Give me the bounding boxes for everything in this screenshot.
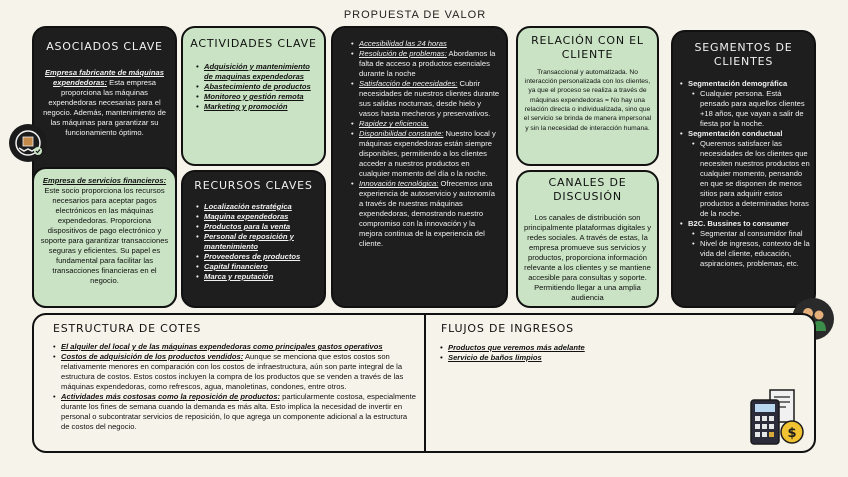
revenue-item: • Servicio de baños limpios [439,353,806,363]
value-item: • Resolución de problemas: Abordamos la falta de acceso a productos esenciales durante la noche [350,49,500,79]
calculator-coin-icon [748,388,806,448]
value-item: • Rapidez y eficiencia. [350,119,500,129]
value-proposition-list [350,39,500,249]
key-resources-card [181,170,326,308]
value-proposition-card [331,26,508,308]
value-item: • Satisfacción de necesidades: Cubrir necesidades de nuestros clientes durante sus salidas nocturnas, desde hielo y vasos hasta mecheros y preservativos. [350,79,500,119]
value-item: • Accesibilidad las 24 horas [350,39,500,49]
handshake-box-icon [9,124,47,162]
key-resources-list [195,202,318,282]
key-partners-text-2: Empresa de servicios financieros: Este socio proporciona los recursos necesarios para aceptar pagos electrónicos en las máquinas expendedoras. Proporciona dispositivos de pago electrónico y soporte para garantizar transacciones seguras y eficientes. Su papel es fundamental para facilitar las transacciones financieras en el negocio. [40,176,169,286]
cost-structure-title: ESTRUCTURA DE COTES [53,322,202,335]
bottom-panel [32,313,816,453]
segment-head: • B2C. Bussines to consumer [679,219,810,229]
key-activities-title: ACTIVIDADES CLAVE [190,37,317,50]
segment-sub: • Nivel de ingresos, contexto de la vida del cliente, educación, aspiraciones, problemas, etc. [691,239,810,269]
key-activity-item: • Monitoreo y gestión remota [195,92,316,102]
revenue-streams-title: FLUJOS DE INGRESOS [441,322,574,335]
key-resource-item: • Capital financiero [195,262,318,272]
key-activities-card [181,26,326,166]
key-resource-item: • Localización estratégica [195,202,318,212]
cost-structure-list [52,342,416,432]
key-resource-item: • Productos para la venta [195,222,318,232]
customer-relationship-title: RELACIÓN CON EL CLIENTE [531,34,644,61]
cost-structure-section [34,315,424,451]
customer-segments-list [679,79,810,269]
cost-item: • El alquiler del local y de las máquinas expendedoras como principales gastos operativos [52,342,416,352]
channels-card [516,170,659,308]
revenue-streams-list [439,343,806,363]
key-activity-item: • Adquisición y mantenimiento de maquinas expendedoras [195,62,316,82]
key-partners-text-1: Empresa fabricante de máquinas expendedoras: Esta empresa proporciona las máquinas expendedoras necesarias para el negocio. Además, mantenimiento de las máquinas para garantizar su funcionamiento óptimo. [43,67,166,137]
key-activity-item: • Marketing y promoción [195,102,316,112]
channels-text: Los canales de distribución son principalmente plataformas digitales y redes sociales. A través de estas, la empresa promueve sus servicios y productos, proporciona información relevante a los clientes y se mantiene accesible para consultas y soporte. Permitiendo llegar a una amplia audiencia [523,212,652,302]
segment-sub: • Queremos satisfacer las necesidades de los clientes que necesiten nuestros productos en cualquier momento, pensando en que se disponen de menos sitios para adquirir estos productos a determinadas horas de la noche. [691,139,810,219]
value-item: • Innovación tecnológica: Ofrecemos una experiencia de autoservicio y autonomía a través de nuestras máquinas expendedoras, demostrando nuestro compromiso con la innovación y la mejora continua de la experiencia del cliente. [350,179,500,249]
customer-segments-title: SEGMENTOS DE CLIENTES [694,41,793,68]
svg-text:$: $ [787,426,797,441]
key-resources-title: RECURSOS CLAVES [194,179,313,192]
customer-segments-card [671,30,816,308]
value-item: • Disponibilidad constante: Nuestro local y máquinas expendedoras están siempre disponibles, permitiendo a los clientes acceder a nuestros productos en cualquier momento del día o la noche. [350,129,500,179]
key-partners-title: ASOCIADOS CLAVE [46,40,163,53]
cost-item: • Actividades más costosas como la reposición de productos: particularmente costosa, especialmente durante los fines de semana cuando la demanda es más alta. Esto implica la necesidad de invertir en personal o subcontratar servicios de reposición, lo que agrega un componente adicional a la estructura de costos del negocio. [52,392,416,432]
segment-sub: • Cualquier persona. Está pensado para aquellos clientes +18 años, que vayan a salir de fiesta por la noche. [691,89,810,129]
key-activities-list [195,62,316,112]
segment-head: • Segmentación conductual [679,129,810,139]
key-partners-sub-card [32,167,177,308]
channels-title: CANALES DE DISCUSIÓN [548,176,627,203]
key-activity-item: • Abastecimiento de productos [195,82,316,92]
revenue-item: • Productos que veremos más adelante [439,343,806,353]
key-resource-item: • Marca y reputación [195,272,318,282]
segment-sub: • Segmentar al consumidor final [691,229,810,239]
segment-head: • Segmentación demográfica [679,79,810,89]
customer-relationship-text: Transaccional y automatizada. No interacción personalizada con los clientes, ya que el proceso se realiza a través de máquinas expendedoras = No hay una relación directa o individualizada, sino que el servicio se brinda de manera impersonal y sin la necesidad de interacción humana. [523,68,652,132]
cost-item: • Costos de adquisición de los productos vendidos: Aunque se menciona que estos costos son relativamente menores en comparación con los costos de infraestructura, aún son parte integral de la estructura de costos. Estos costos incluyen la compra de los productos que se venden a través de las máquinas expendedoras, como refrescos, agua, manoletinas, condones, entre otros. [52,352,416,392]
key-resource-item: • Personal de reposición y mantenimiento [195,232,318,252]
key-resource-item: • Maquina expendedoras [195,212,318,222]
key-resource-item: • Proveedores de productos [195,252,318,262]
page-title: PROPUESTA DE VALOR [343,9,487,21]
customer-relationship-card [516,26,659,166]
